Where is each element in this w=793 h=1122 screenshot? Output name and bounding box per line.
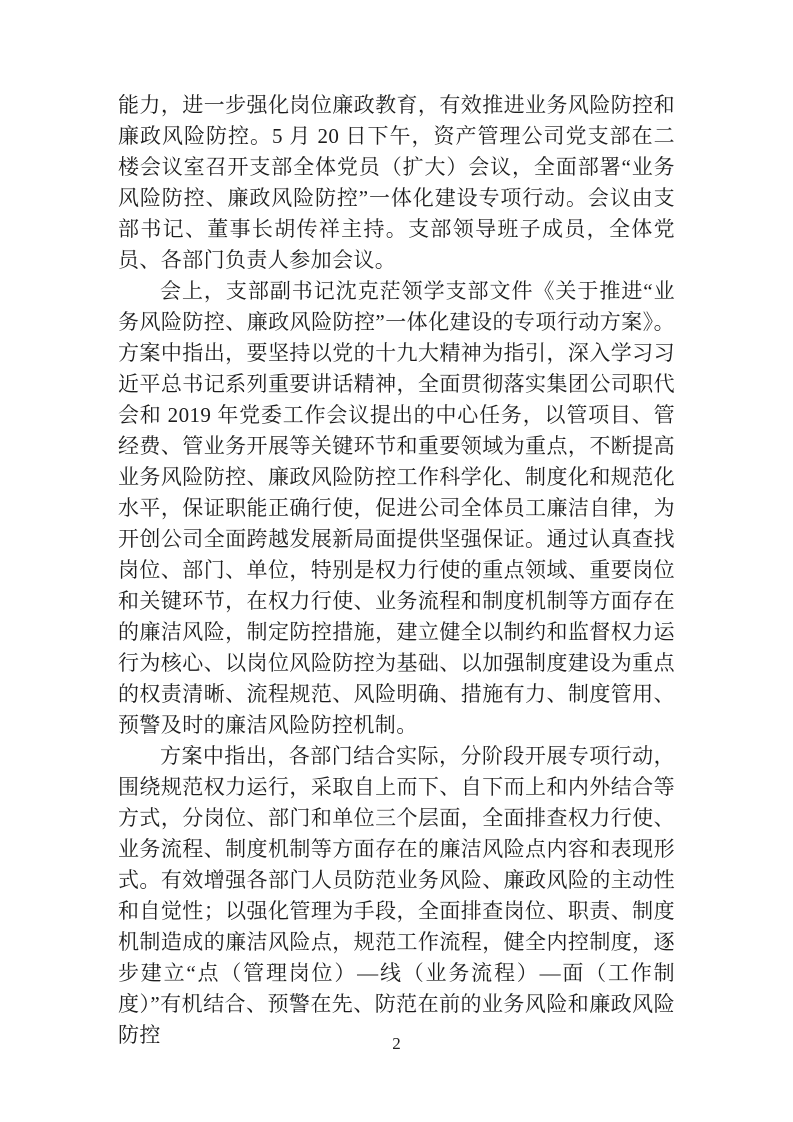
paragraph-action-plan: 方案中指出，各部门结合实际，分阶段开展专项行动，围绕规范权力运行，采取自上而下、自下而上和内外结合等方式，分岗位、部门和单位三个层面，全面排查权力行使、业务流程、制度机制等方面存在的廉洁风险点内容和表现形式。有效增强各部门人员防范业务风险、廉政风险的主动性和自觉性；以强化管理为手段，全面排查岗位、职责、制度机制造成的廉洁风险点，规范工作流程，健全内控制度，逐步建立“点（管理岗位）—线（业务流程）—面（工作制度）”有机结合、预警在先、防范在前的业务风险和廉政风险防控 — [118, 744, 675, 1047]
page-footer — [0, 1034, 793, 1054]
paragraph-continuation: 能力，进一步强化岗位廉政教育，有效推进业务风险防控和廉政风险防控。5 月 20 日下午，资产管理公司党支部在二楼会议室召开支部全体党员（扩大）会议，全面部署“业务风险防控、廉政风险防控”一体化建设专项行动。会议由支部书记、董事长胡传祥主持。支部领导班子成员，全体党员、各部门负责人参加会议。 — [118, 93, 675, 272]
page-number: 2 — [392, 1034, 401, 1053]
document-body — [118, 90, 675, 1051]
paragraph-meeting-report: 会上，支部副书记沈克茫领学支部文件《关于推进“业务风险防控、廉政风险防控”一体化建设的专项行动方案》。方案中指出，要坚持以党的十九大精神为指引，深入学习习近平总书记系列重要讲话精神，全面贯彻落实集团公司职代会和 2019 年党委工作会议提出的中心任务，以管项目、管经费、管业务开展等关键环节和重要领域为重点，不断提高业务风险防控、廉政风险防控工作科学化、制度化和规范化水平，保证职能正确行使，促进公司全体员工廉洁自律，为开创公司全面跨越发展新局面提供坚强保证。通过认真查找岗位、部门、单位，特别是权力行使的重点领域、重要岗位和关键环节，在权力行使、业务流程和制度机制等方面存在的廉洁风险，制定防控措施，建立健全以制约和监督权力运行为核心、以岗位风险防控为基础、以加强制度建设为重点的权责清晰、流程规范、风险明确、措施有力、制度管用、预警及时的廉洁风险防控机制。 — [118, 279, 675, 737]
